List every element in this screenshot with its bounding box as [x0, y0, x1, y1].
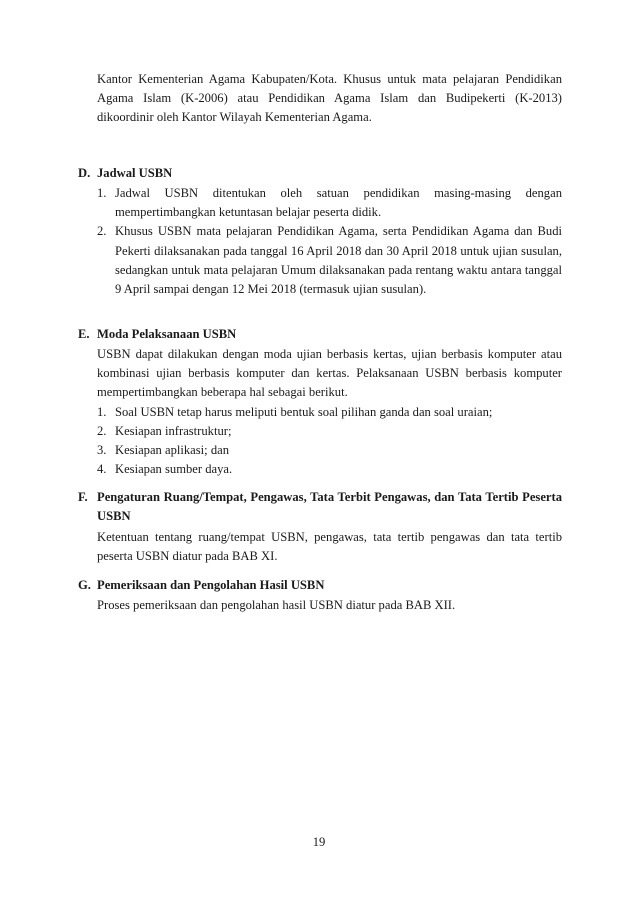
section-g-letter: G. — [78, 578, 91, 592]
list-item-text: Kesiapan infrastruktur; — [115, 423, 232, 438]
intro-paragraph-block — [97, 70, 562, 128]
list-item-text: Soal USBN tetap harus meliputi bentuk soal pilihan ganda dan soal uraian; — [115, 404, 493, 419]
list-item — [97, 422, 562, 441]
list-item-number: 2. — [97, 423, 107, 438]
list-item-number: 4. — [97, 462, 107, 477]
section-g-title: Pemeriksaan dan Pengolahan Hasil USBN — [97, 578, 325, 592]
section-g-paragraph: Proses pemeriksaan dan pengolahan hasil USBN diatur pada BAB XII. — [97, 598, 456, 612]
list-item-number: 3. — [97, 443, 107, 458]
list-item-number: 1. — [97, 186, 107, 200]
page-number: 19 — [312, 835, 326, 849]
section-g-body — [97, 596, 562, 615]
section-f-paragraph: Ketentuan tentang ruang/tempat USBN, pengawas, tata tertib pengawas dan tata tertib peserta USBN diatur pada BAB XI. — [97, 530, 562, 564]
list-item-text: Khusus USBN mata pelajaran Pendidikan Agama, serta Pendidikan Agama dan Budi Pekerti dilaksanakan pada tanggal 16 April 2018 dan 30 April 2018 untuk ujian susulan, sedangkan untuk mata pelajaran Umum dilaksanakan pada rentang waktu antara tanggal 9 April sampai dengan 12 Mei 2018 (termasuk ujian susulan). — [115, 224, 562, 297]
list-item — [97, 441, 562, 460]
section-f-heading — [78, 488, 562, 526]
section-d-list-block — [97, 184, 562, 299]
section-f-body — [97, 528, 562, 566]
section-d-letter: D. — [78, 166, 91, 180]
section-d-list — [97, 184, 562, 299]
list-item-text: Kesiapan sumber daya. — [115, 462, 233, 477]
list-item — [97, 222, 562, 299]
section-e-letter: E. — [78, 327, 90, 341]
list-item-text: Kesiapan aplikasi; dan — [115, 443, 230, 458]
section-f-letter: F. — [78, 490, 88, 504]
list-item-text: Jadwal USBN ditentukan oleh satuan pendidikan masing-masing dengan mempertimbangkan ketuntasan belajar peserta didik. — [115, 186, 562, 220]
section-d-title: Jadwal USBN — [97, 166, 173, 180]
section-e-heading — [78, 325, 562, 344]
list-item — [97, 460, 562, 479]
intro-paragraph: Kantor Kementerian Agama Kabupaten/Kota. Khusus untuk mata pelajaran Pendidikan Agama Islam (K-2006) atau Pendidikan Agama Islam dan Budipekerti (K-2013) dikoordinir oleh Kantor Wilayah Kementerian Agama. — [97, 72, 562, 125]
section-e-list — [97, 403, 562, 480]
section-e-title: Moda Pelaksanaan USBN — [97, 327, 237, 341]
section-d-heading — [78, 164, 562, 183]
section-g-heading — [78, 576, 562, 595]
list-item-number: 1. — [97, 404, 107, 419]
list-item — [97, 403, 562, 422]
list-item-number: 2. — [97, 224, 107, 239]
list-item — [97, 184, 562, 222]
section-e-paragraph: USBN dapat dilakukan dengan moda ujian berbasis kertas, ujian berbasis komputer atau kombinasi ujian berbasis komputer dan kertas. Pelaksanaan USBN berbasis komputer mempertimbangkan beberapa hal sebagai berikut. — [97, 347, 562, 400]
section-f-title: Pengaturan Ruang/Tempat, Pengawas, Tata Terbit Pengawas, dan Tata Tertib Peserta USBN — [97, 490, 562, 524]
section-e-body — [97, 345, 562, 479]
